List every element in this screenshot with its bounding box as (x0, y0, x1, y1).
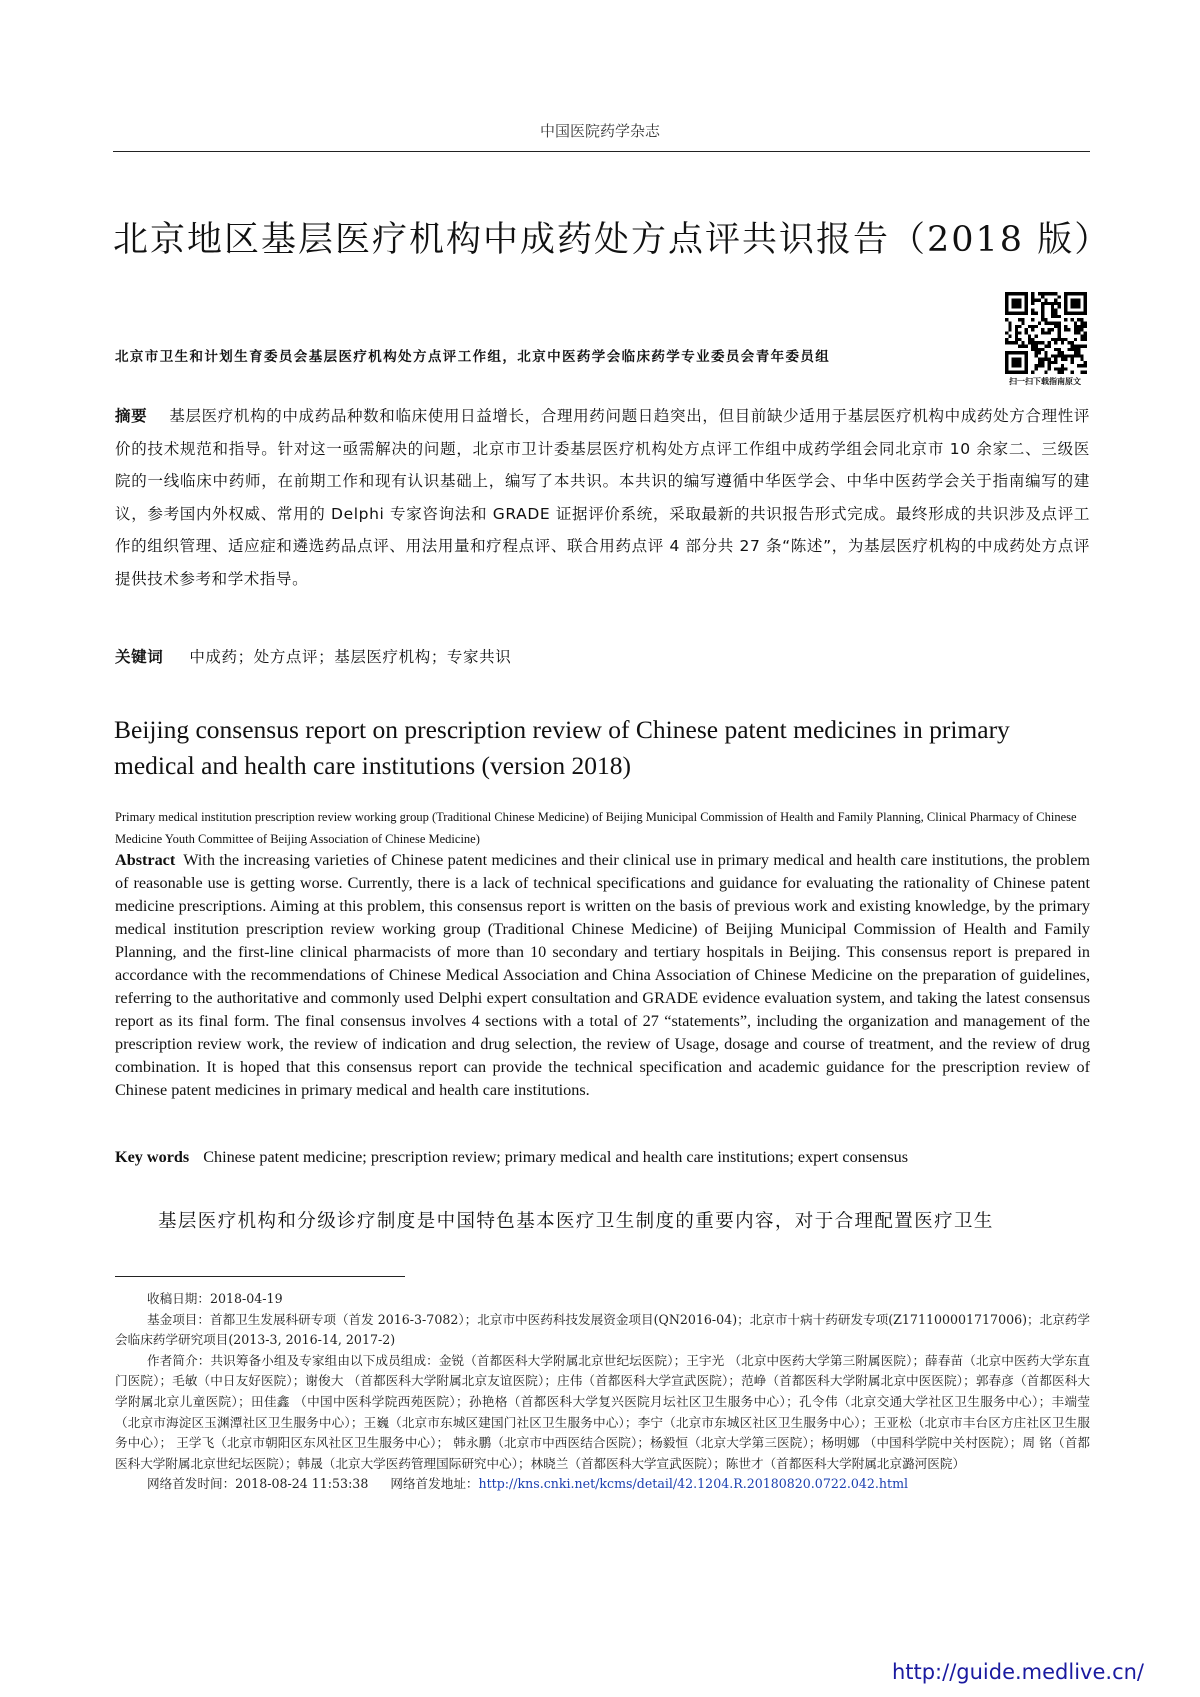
qr-caption: 扫一扫下载指南原文 (1009, 377, 1081, 386)
header-rule (113, 151, 1090, 152)
keywords-chinese-text: 中成药；处方点评；基层医疗机构；专家共识 (189, 648, 512, 666)
publish-url-label: 网络首发地址： (390, 1476, 479, 1492)
title-chinese: 北京地区基层医疗机构中成药处方点评共识报告（2018 版） (113, 220, 1112, 260)
abstract-chinese (115, 400, 1090, 596)
keywords-english-text: Chinese patent medicine; prescription review; primary medical and health care institutions; expert consensus (203, 1148, 909, 1166)
authors-english: Primary medical institution prescription review working group (Traditional Chinese Medicine) of Beijing Municipal Commission of Health and Family Planning, Clinical Pharmacy of Chinese Medicine Youth Committee of Beijing Association of Chinese Medicine) (115, 810, 1077, 846)
footnote-rule (115, 1276, 405, 1277)
footnote-funding: 基金项目：首都卫生发展科研专项（首发 2016-3-7082）；北京市中医药科技发展资金项目(QN2016-04)；北京市十病十药研发专项(Z171100001717006)；北京药学会临床药学研究项目(2013-3, 2016-14, 2017-2) (115, 1311, 1090, 1348)
body-first-line: 基层医疗机构和分级诊疗制度是中国特色基本医疗卫生制度的重要内容，对于合理配置医疗卫生 (158, 1211, 994, 1232)
title-english: Beijing consensus report on prescription review of Chinese patent medicines in primary medical and health care institutions (version 2018) (114, 715, 1010, 780)
publish-time-label: 网络首发时间： (147, 1476, 236, 1492)
authors-chinese: 北京市卫生和计划生育委员会基层医疗机构处方点评工作组，北京中医药学会临床药学专业委员会青年委员组 (115, 349, 831, 365)
keywords-chinese-label: 关键词 (115, 648, 164, 666)
footnote-publication (115, 1474, 1090, 1495)
abstract-chinese-text: 基层医疗机构的中成药品种数和临床使用日益增长，合理用药问题日趋突出，但目前缺少适用于基层医疗机构中成药处方合理性评价的技术规范和指导。针对这一亟需解决的问题，北京市卫计委基层医疗机构处方点评工作组中成药学组会同北京市 10 余家二、三级医院的一线临床中药师，在前期工作和现有认识基础上，编写了本共识。本共识的编写遵循中华医学会、中华中医药学会关于指南编写的建议，参考国内外权威、常用的 Delphi 专家咨询法和 GRADE 证据评价系统，采取最新的共识报告形式完成。最终形成的共识涉及点评工作的组织管理、适应症和遴选药品点评、用法用量和疗程点评、联合用药点评 4 部分共 27 条“陈述”，为基层医疗机构的中成药处方点评提供技术参考和学术指导。 (115, 407, 1090, 588)
abstract-english-text: With the increasing varieties of Chinese patent medicines and their clinical use in primary medical and health care institutions, the problem of reasonable use is getting worse. Currently, there is a lack of technical specifications and guidance for evaluating the rationality of Chinese patent medicine prescriptions. Aiming at this problem, this consensus report is written on the basis of previous work and existing knowledge, by the primary medical institution prescription review working group (Traditional Chinese Medicine) of Beijing Municipal Commission of Health and Family Planning, and the first-line clinical pharmacists of more than 10 secondary and tertiary hospitals in Beijing. This consensus report is prepared in accordance with the recommendations of Chinese Medical Association and China Association of Chinese Medicine on the preparation of guidelines, referring to the authoritative and commonly used Delphi expert consultation and GRADE evidence evaluation system, and taking the latest consensus report as its final form. The final consensus involves 4 sections with a total of 27 “statements”, including the organization and management of the prescription review work, the review of indication and drug selection, the review of Usage, dosage and course of treatment, and the review of drug combination. It is hoped that this consensus report can provide the technical specification and academic guidance for the prescription review of Chinese patent medicines in primary medical and health care institutions. (115, 851, 1090, 1099)
footnote-received: 收稿日期：2018-04-19 (147, 1291, 283, 1306)
qr-code[interactable] (1005, 292, 1087, 374)
watermark-url[interactable]: http://guide.medlive.cn/ (891, 1660, 1144, 1684)
footnotes (115, 1289, 1090, 1495)
keywords-english-label: Key words (115, 1148, 190, 1166)
keywords-chinese (115, 645, 511, 667)
abstract-english (115, 849, 1090, 1102)
keywords-english (115, 1146, 908, 1169)
publish-time: 2018-08-24 11:53:38 (235, 1476, 369, 1492)
footnote-authors: 作者简介：共识筹备小组及专家组由以下成员组成：金锐（首都医科大学附属北京世纪坛医院）；王宇光 （北京中医药大学第三附属医院）；薛春苗（北京中医药大学东直门医院）；毛敏（中日友好医院）；谢俊大 （首都医科大学附属北京友谊医院）；庄伟（首都医科大学宣武医院）；范峥（首都医科大学附属北京中医医院）；郭春彦（首都医科大学附属北京儿童医院）；田佳鑫 （中国中医科学院西苑医院）；孙艳格（首都医科大学复兴医院月坛社区卫生服务中心）；孔令伟（北京交通大学社区卫生服务中心）；丰端莹 （北京市海淀区玉渊潭社区卫生服务中心）；王巍（北京市东城区建国门社区卫生服务中心）；李宁（北京市东城区社区卫生服务中心）；王亚松（北京市丰台区方庄社区卫生服务中心）； 王学飞（北京市朝阳区东风社区卫生服务中心）； 韩永鹏（北京市中西医结合医院）；杨毅恒（北京大学第三医院）；杨明娜 （中国科学院中关村医院）；周 铭（首都医科大学附属北京世纪坛医院）；韩晟（北京大学医药管理国际研究中心）；林晓兰（首都医科大学宣武医院）；陈世才（首都医科大学附属北京潞河医院） (115, 1352, 1090, 1471)
publish-url-link[interactable]: http://kns.cnki.net/kcms/detail/42.1204.R.20180820.0722.042.html (478, 1476, 909, 1492)
abstract-chinese-label: 摘要 (115, 407, 148, 425)
journal-name: 中国医院药学杂志 (539, 122, 660, 140)
abstract-english-label: Abstract (115, 851, 176, 869)
